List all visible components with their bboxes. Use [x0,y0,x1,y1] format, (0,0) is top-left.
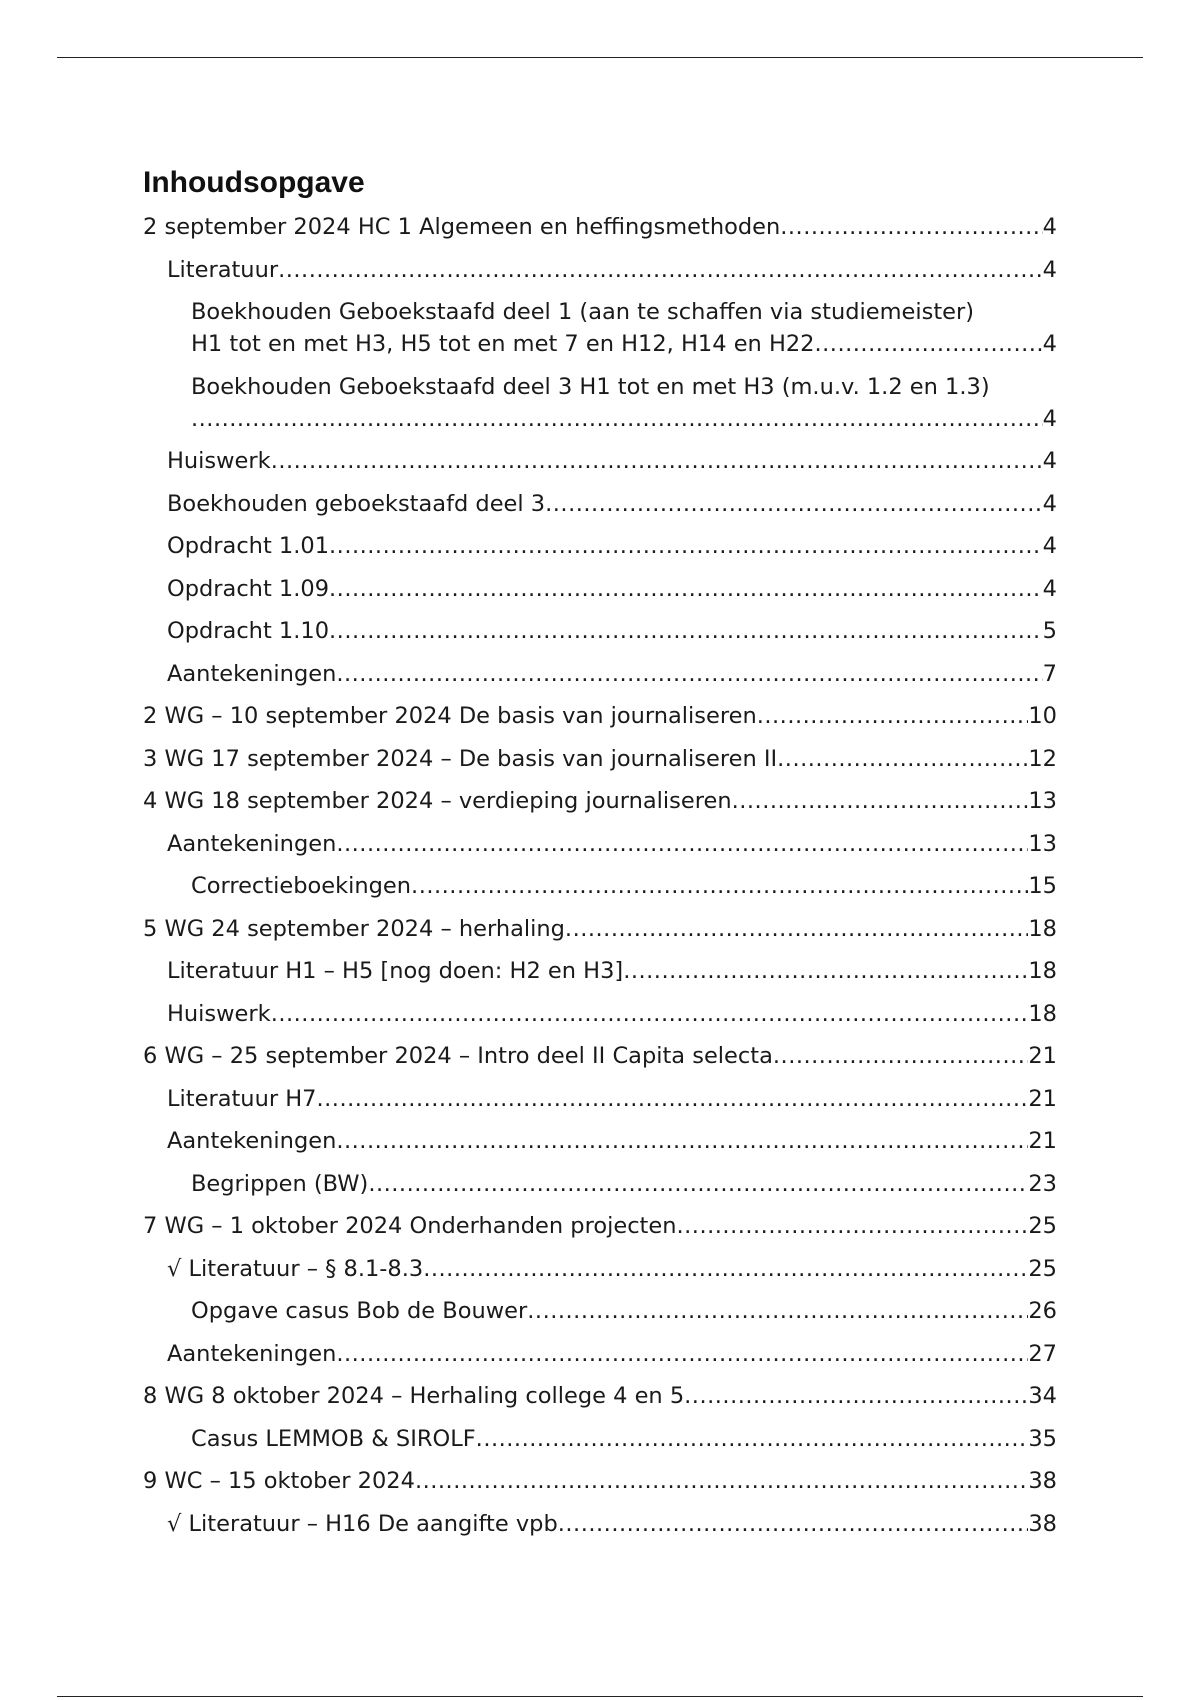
toc-entry[interactable] [143,785,1057,817]
toc-entry-title: Literatuur H1 – H5 [nog doen: H2 en H3] [167,958,624,984]
footer-rule [57,1696,1143,1697]
toc-entry-title: Opdracht 1.09 [167,575,330,602]
toc-entry[interactable] [143,211,1057,243]
toc-entry[interactable] [143,573,1057,605]
toc-entry[interactable] [143,445,1057,477]
toc-entry[interactable] [143,743,1057,775]
toc-entry-line [167,445,1057,477]
toc-entry-line [191,328,1057,360]
toc-entry-title: H1 tot en met H3, H5 tot en met 7 en H12, H14 en H22 [191,331,815,357]
toc-page-number: 4 [1042,533,1057,559]
toc-dot-leader [271,998,1029,1030]
toc-entry-line [167,1508,1057,1540]
toc-dot-leader [777,743,1028,775]
toc-page-number: 21 [1028,1128,1057,1154]
toc-page-number: 7 [1042,660,1057,687]
toc-entry[interactable] [143,1210,1057,1242]
toc-page-number: 4 [1042,331,1057,357]
toc-dot-leader [815,328,1043,360]
toc-entry-title: Aantekeningen [167,1340,337,1367]
toc-dot-leader [191,403,1043,435]
toc-entry-title: 3 WG 17 september 2024 – De basis van journaliseren II [143,745,778,772]
toc-entry[interactable] [143,1423,1057,1455]
toc-entry[interactable] [143,700,1057,732]
toc-dot-leader [336,1125,1028,1157]
toc-entry-line [167,530,1057,562]
toc-dot-leader [757,700,1029,732]
toc-page-number: 5 [1042,618,1057,644]
toc-entry-title: Huiswerk [167,448,271,474]
toc-dot-leader [527,1295,1028,1327]
toc-page-number: 13 [1028,788,1057,814]
toc-entry[interactable] [143,1508,1057,1540]
toc-page-number: 25 [1028,1213,1057,1239]
toc-entry-title: Opgave casus Bob de Bouwer [191,1298,528,1324]
toc-entry[interactable] [143,828,1057,860]
toc-page-number: 38 [1028,1510,1057,1537]
toc-entry-line [167,1253,1057,1285]
toc-dot-leader [278,254,1043,286]
toc-dot-leader [684,1380,1028,1412]
toc-entry[interactable] [143,870,1057,902]
toc-entry-title: 8 WG 8 oktober 2024 – Herhaling college 4 en 5 [143,1383,685,1409]
toc-entry-line [143,700,1057,732]
toc-entry-line [143,743,1057,775]
toc-page-number: 23 [1028,1170,1057,1197]
toc-entry-line [143,1210,1057,1242]
toc-entry[interactable] [143,1168,1057,1200]
toc-entry-title: Literatuur [167,256,279,283]
toc-entry[interactable] [143,615,1057,647]
toc-dot-leader [623,955,1028,987]
toc-page-number: 4 [1042,214,1057,240]
toc-page-number: 18 [1028,1000,1057,1027]
toc-entry-line [191,1423,1057,1455]
toc-entry-title: Huiswerk [167,1000,271,1027]
toc-entry[interactable] [143,488,1057,520]
toc-entry[interactable] [143,1083,1057,1115]
toc-dot-leader [565,913,1028,945]
toc-entry-line [143,211,1057,243]
toc-entry-line [167,658,1057,690]
toc-dot-leader [773,1040,1028,1072]
toc-page-number: 18 [1028,915,1057,942]
toc-dot-leader [423,1253,1028,1285]
toc-dot-leader [316,1083,1028,1115]
toc-entry[interactable] [143,913,1057,945]
toc-entry[interactable] [143,1040,1057,1072]
toc-heading: Inhoudsopgave [143,166,365,199]
toc-entry-line [191,1295,1057,1327]
toc-entry-title: 5 WG 24 september 2024 – herhaling [143,915,565,942]
toc-dot-leader [271,445,1043,477]
toc-entry-title: Casus LEMMOB & SIROLF [191,1425,476,1452]
header-rule [57,57,1143,58]
toc-dot-leader [545,488,1043,520]
toc-entry-title: Aantekeningen [167,660,337,687]
toc-entry-title: Literatuur H7 [167,1085,317,1112]
toc-page-number: 4 [1042,490,1057,517]
toc-page-number: 25 [1028,1255,1057,1282]
toc-entry-title: 7 WG – 1 oktober 2024 Onderhanden projecten [143,1213,677,1239]
toc-page-number: 4 [1042,405,1057,432]
toc-entry-line [167,1338,1057,1370]
toc-entry-line [167,573,1057,605]
toc-entry-title: √ Literatuur – H16 De aangifte vpb [167,1510,558,1537]
toc-entry[interactable] [143,1295,1057,1327]
toc-entry-title: 2 WG – 10 september 2024 De basis van journaliseren [143,703,757,729]
toc-entry-title: 9 WC – 15 oktober 2024 [143,1468,415,1494]
toc-dot-leader [780,211,1042,243]
toc-entry-line [167,1083,1057,1115]
toc-entry[interactable] [143,530,1057,562]
toc-page-number: 21 [1028,1043,1057,1069]
toc-entry[interactable] [143,296,1057,360]
toc-entry[interactable] [143,658,1057,690]
toc-page-number: 21 [1028,1085,1057,1112]
toc-entry[interactable] [143,1338,1057,1370]
toc-entry-title: Aantekeningen [167,830,337,857]
toc-dot-leader [329,573,1043,605]
toc-entry-title: Opdracht 1.01 [167,533,330,559]
toc-dot-leader [336,1338,1028,1370]
toc-page-number: 26 [1028,1298,1057,1324]
toc-entry-line [191,403,1057,435]
toc-entry[interactable] [143,955,1057,987]
toc-entry-line [167,828,1057,860]
toc-page-number: 35 [1028,1425,1057,1452]
toc-entry-title: Boekhouden geboekstaafd deel 3 [167,490,546,517]
toc-entry[interactable] [143,998,1057,1030]
toc-entry-title: 4 WG 18 september 2024 – verdieping journaliseren [143,788,732,814]
toc-dot-leader [329,530,1043,562]
toc-entry-line [191,870,1057,902]
toc-page-number: 34 [1028,1383,1057,1409]
toc-dot-leader [476,1423,1029,1455]
toc-dot-leader [558,1508,1029,1540]
document-page [143,165,1057,1550]
toc-entry[interactable] [143,1253,1057,1285]
toc-entry-title-line: Boekhouden Geboekstaafd deel 1 (aan te schaffen via studiemeister) [191,299,975,325]
toc-dot-leader [677,1210,1029,1242]
toc-entry-line [167,615,1057,647]
toc-entry-line [143,913,1057,945]
toc-dot-leader [336,828,1028,860]
table-of-contents [143,211,1057,1540]
toc-page-number: 18 [1028,958,1057,984]
toc-page-number: 10 [1028,703,1057,729]
toc-page-number: 12 [1028,745,1057,772]
toc-page-number: 38 [1028,1468,1057,1494]
toc-entry-line [191,1168,1057,1200]
toc-entry-line [143,785,1057,817]
toc-page-number: 4 [1042,575,1057,602]
toc-entry-line [167,254,1057,286]
toc-entry-title: Begrippen (BW) [191,1170,369,1197]
toc-entry-line [167,488,1057,520]
toc-dot-leader [411,870,1028,902]
toc-entry-title: 6 WG – 25 september 2024 – Intro deel II Capita selecta [143,1043,773,1069]
toc-entry-line [143,1040,1057,1072]
toc-entry[interactable] [143,1465,1057,1497]
toc-entry[interactable] [143,1380,1057,1412]
toc-entry-title: √ Literatuur – § 8.1-8.3 [167,1255,424,1282]
toc-dot-leader [732,785,1029,817]
toc-entry-line [167,1125,1057,1157]
toc-entry[interactable] [143,371,1057,435]
toc-dot-leader [336,658,1042,690]
toc-entry-title-line: Boekhouden Geboekstaafd deel 3 H1 tot en met H3 (m.u.v. 1.2 en 1.3) [191,373,990,400]
toc-page-number: 15 [1028,873,1057,899]
toc-page-number: 27 [1028,1340,1057,1367]
toc-entry-title: Opdracht 1.10 [167,618,330,644]
toc-entry-title: Correctieboekingen [191,873,412,899]
toc-page-number: 4 [1042,448,1057,474]
toc-page-number: 13 [1028,830,1057,857]
toc-entry-line [143,1380,1057,1412]
toc-entry-line [143,1465,1057,1497]
toc-entry[interactable] [143,254,1057,286]
toc-entry-title: Aantekeningen [167,1128,337,1154]
toc-page-number: 4 [1042,256,1057,283]
toc-entry-line [167,998,1057,1030]
toc-entry[interactable] [143,1125,1057,1157]
toc-dot-leader [368,1168,1028,1200]
toc-dot-leader [329,615,1043,647]
toc-entry-title: 2 september 2024 HC 1 Algemeen en heffingsmethoden [143,214,781,240]
toc-dot-leader [415,1465,1028,1497]
toc-entry-line [167,955,1057,987]
